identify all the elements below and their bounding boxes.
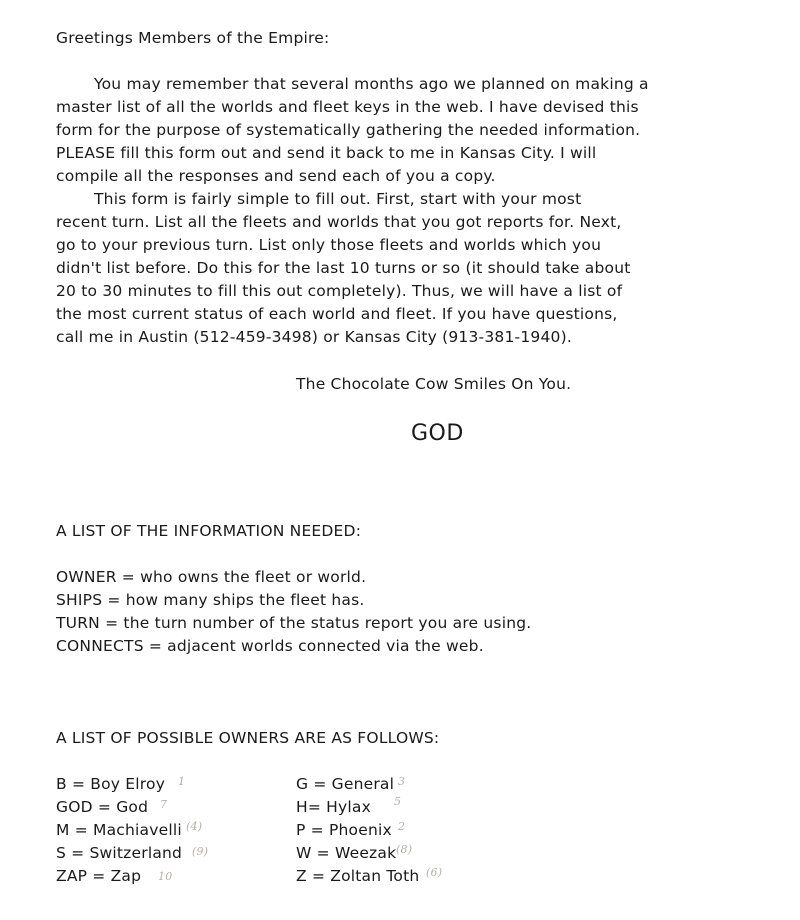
handwritten-note: 3 [398, 775, 406, 788]
handwritten-note: (4) [186, 820, 203, 833]
paragraph-1-line-2: master list of all the worlds and fleet keys in the web. I have devised this [56, 98, 639, 116]
owner-god: GOD = God [56, 798, 149, 816]
paragraph-2-line-1: This form is fairly simple to fill out. First, start with your most [94, 190, 582, 208]
owner-general: G = General [296, 775, 395, 793]
owner-boy-elroy: B = Boy Elroy [56, 775, 166, 793]
paragraph-1-line-1: You may remember that several months ago we planned on making a [94, 75, 649, 93]
paragraph-2-line-4: didn't list before. Do this for the last 10 turns or so (it should take about [56, 259, 631, 277]
info-item-connects: CONNECTS = adjacent worlds connected via the web. [56, 637, 484, 655]
paragraph-2-line-7: call me in Austin (512-459-3498) or Kansas City (913-381-1940). [56, 328, 572, 346]
info-item-owner: OWNER = who owns the fleet or world. [56, 568, 367, 586]
owner-phoenix: P = Phoenix [296, 821, 392, 839]
owner-switzerland: S = Switzerland [56, 844, 183, 862]
owner-hylax: H= Hylax [296, 798, 371, 816]
owner-machiavelli: M = Machiavelli [56, 821, 182, 839]
signature: GOD [411, 421, 464, 446]
handwritten-note: (8) [396, 843, 413, 856]
paragraph-1-line-5: compile all the responses and send each of you a copy. [56, 167, 496, 185]
paragraph-1-line-3: form for the purpose of systematically gathering the needed information. [56, 121, 641, 139]
owners-heading: A LIST OF POSSIBLE OWNERS ARE AS FOLLOWS: [56, 729, 440, 747]
info-heading: A LIST OF THE INFORMATION NEEDED: [56, 522, 362, 540]
paragraph-1-line-4: PLEASE fill this form out and send it back to me in Kansas City. I will [56, 144, 597, 162]
owner-zap: ZAP = Zap [56, 867, 142, 885]
handwritten-note: 2 [398, 820, 406, 833]
greeting: Greetings Members of the Empire: [56, 29, 330, 47]
handwritten-note: 5 [394, 795, 402, 808]
handwritten-note: (9) [192, 845, 209, 858]
owner-zoltan-toth: Z = Zoltan Toth [296, 867, 420, 885]
paragraph-2-line-3: go to your previous turn. List only those fleets and worlds which you [56, 236, 602, 254]
paragraph-2-line-2: recent turn. List all the fleets and worlds that you got reports for. Next, [56, 213, 622, 231]
handwritten-note: (6) [426, 866, 443, 879]
closing-line: The Chocolate Cow Smiles On You. [296, 375, 572, 393]
paragraph-2-line-6: the most current status of each world and fleet. If you have questions, [56, 305, 618, 323]
handwritten-note: 10 [158, 870, 173, 883]
paragraph-2-line-5: 20 to 30 minutes to fill this out completely). Thus, we will have a list of [56, 282, 623, 300]
handwritten-note: 1 [178, 775, 186, 788]
handwritten-note: 7 [160, 798, 168, 811]
owner-weezak: W = Weezak [296, 844, 397, 862]
info-item-ships: SHIPS = how many ships the fleet has. [56, 591, 365, 609]
info-item-turn: TURN = the turn number of the status report you are using. [56, 614, 532, 632]
